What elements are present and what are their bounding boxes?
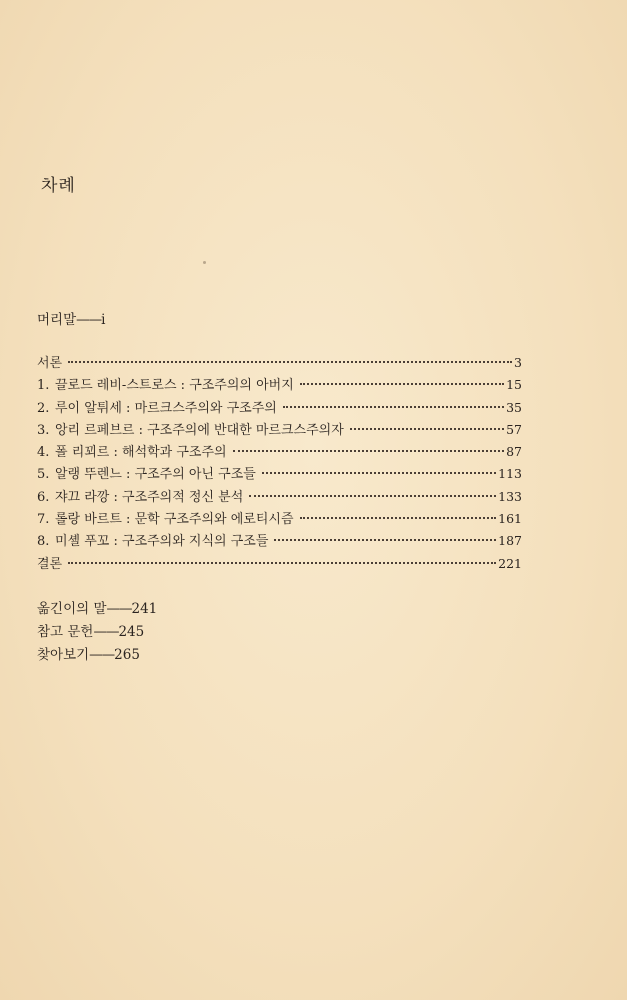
toc-entry-page: 35 [506,399,522,415]
toc-entry [37,530,522,552]
toc-entry-title: 결론 [37,556,63,572]
appendix-entry-page: 241 [131,601,158,617]
toc-dot-leader [262,472,496,474]
toc-dot-leader [274,539,496,541]
toc-dot-leader [68,562,496,564]
toc-entry-page: 3 [514,355,522,370]
toc-entry [37,486,522,508]
appendix-entry-dash: —— [93,624,119,640]
toc-entry-number: 8. [37,534,50,550]
appendix-list [37,597,157,666]
toc-dot-leader [68,361,512,363]
toc-entry [37,419,522,441]
toc-entry-number: 5. [37,467,50,483]
toc-dot-leader [283,406,504,408]
toc-entry-page: 15 [506,377,522,393]
table-of-contents [37,352,522,575]
toc-entry-page: 221 [498,555,522,571]
toc-dot-leader [350,428,504,430]
appendix-entry [37,597,157,620]
toc-entry-page: 161 [498,511,522,527]
preface-entry [37,308,105,328]
appendix-entry-page: 265 [114,647,140,663]
toc-dot-leader [300,517,497,519]
toc-dot-leader [233,450,504,452]
toc-entry [37,508,522,530]
toc-entry [37,553,522,575]
preface-label: 머리말 [37,312,77,328]
page-title: 차례 [41,176,76,196]
preface-dash: —— [76,312,102,328]
toc-entry [37,374,522,396]
toc-entry-title: 끌로드 레비-스트로스 : 구조주의의 아버지 [55,378,294,394]
paper-speck [203,261,206,264]
toc-entry-title: 쟈끄 라깡 : 구조주의적 정신 분석 [55,489,244,505]
toc-entry [37,352,522,374]
toc-entry [37,397,522,419]
appendix-entry-dash: —— [89,647,115,663]
toc-entry-number: 7. [37,512,50,528]
toc-entry-title: 루이 알튀세 : 마르크스주의와 구조주의 [55,400,277,416]
appendix-entry [37,620,157,643]
appendix-entry [37,643,157,666]
preface-page: i [101,312,106,328]
toc-entry-title: 알랭 뚜렌느 : 구조주의 아닌 구조들 [55,467,256,483]
appendix-entry-label: 찾아보기 [37,647,90,663]
toc-dot-leader [249,495,496,497]
toc-entry-number: 3. [37,422,50,438]
toc-entry-number: 4. [37,445,50,461]
toc-entry [37,463,522,485]
toc-entry-number: 1. [37,378,50,394]
toc-entry-page: 113 [498,466,522,482]
toc-entry-number: 6. [37,489,50,505]
toc-entry [37,441,522,463]
toc-entry-number: 2. [37,400,50,416]
toc-entry-page: 57 [506,421,522,437]
toc-dot-leader [300,383,504,385]
appendix-entry-dash: —— [106,601,132,617]
toc-entry-page: 87 [506,444,522,460]
toc-entry-title: 폴 리꾀르 : 해석학과 구조주의 [55,445,227,461]
toc-entry-page: 133 [498,488,522,504]
toc-entry-title: 앙리 르페브르 : 구조주의에 반대한 마르크스주의자 [55,422,344,438]
appendix-entry-label: 참고 문헌 [37,624,94,640]
toc-entry-title: 미셸 푸꼬 : 구조주의와 지식의 구조들 [55,534,269,550]
toc-entry-page: 187 [498,533,522,549]
appendix-entry-label: 옮긴이의 말 [37,601,107,617]
toc-entry-title: 롤랑 바르트 : 문학 구조주의와 에로티시즘 [55,512,294,528]
toc-entry-title: 서론 [37,356,63,371]
appendix-entry-page: 245 [118,624,145,640]
